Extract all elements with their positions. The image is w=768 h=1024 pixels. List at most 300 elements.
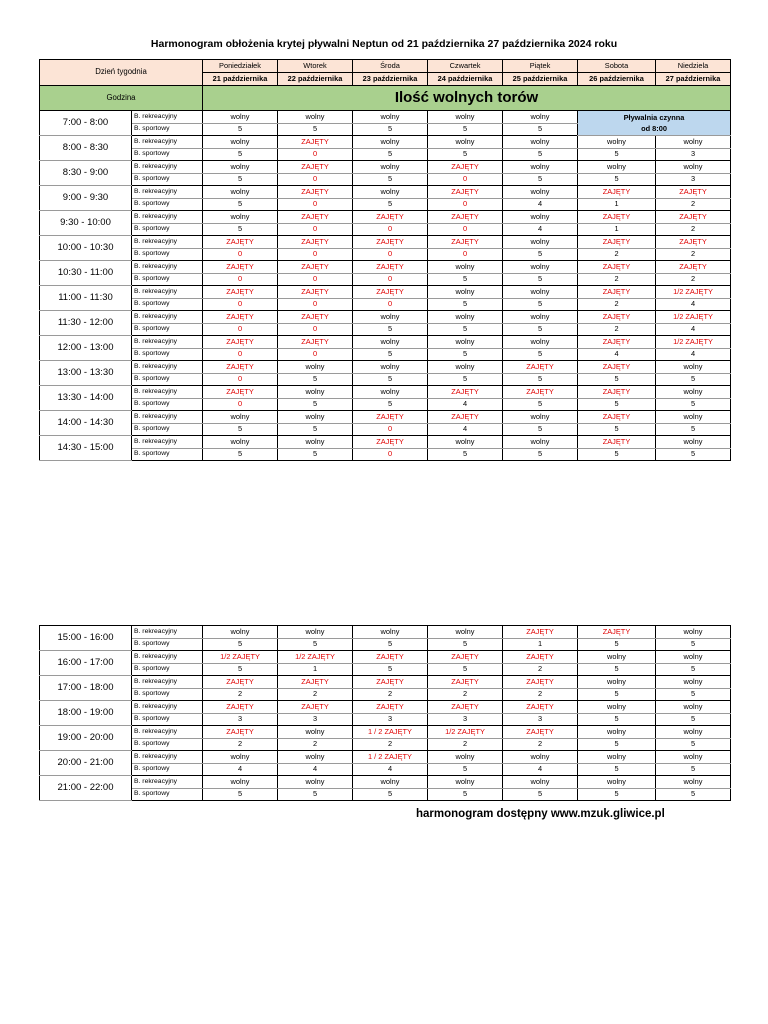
lane-status-cell: wolny — [428, 261, 503, 274]
pool-type-recreational: B. rekreacyjny — [132, 361, 203, 374]
table-row — [40, 436, 731, 449]
lane-status-cell: wolny — [278, 626, 353, 639]
lane-count-cell: 5 — [578, 663, 656, 676]
lane-status-cell: wolny — [503, 436, 578, 449]
lane-status-cell: wolny — [428, 776, 503, 789]
pool-type-recreational: B. rekreacyjny — [132, 186, 203, 199]
lane-status-cell: ZAJĘTY — [578, 361, 656, 374]
lane-count-cell: 0 — [353, 423, 428, 436]
lane-status-cell: ZAJĘTY — [203, 286, 278, 299]
lane-count-cell: 1 — [278, 663, 353, 676]
pool-type-sport: B. sportowy — [132, 448, 203, 461]
lane-count-cell: 5 — [578, 148, 656, 161]
table-row — [40, 323, 731, 336]
lane-count-cell: 0 — [278, 348, 353, 361]
table-row — [40, 726, 731, 739]
lane-count-cell: 3 — [353, 713, 428, 726]
table-row — [40, 161, 731, 174]
lane-status-cell: wolny — [503, 161, 578, 174]
table-row — [40, 286, 731, 299]
lane-count-cell: 0 — [428, 173, 503, 186]
lane-status-cell: ZAJĘTY — [428, 211, 503, 224]
time-slot: 16:00 - 17:00 — [40, 651, 132, 676]
lane-count-cell: 0 — [428, 248, 503, 261]
lane-count-cell: 4 — [656, 348, 731, 361]
lane-status-cell: wolny — [578, 726, 656, 739]
lane-count-cell: 5 — [353, 173, 428, 186]
lane-count-cell: 5 — [656, 663, 731, 676]
lane-count-cell: 0 — [278, 323, 353, 336]
lane-count-cell: 5 — [428, 148, 503, 161]
time-slot: 10:00 - 10:30 — [40, 236, 132, 261]
lane-count-cell: 1 — [578, 223, 656, 236]
lane-count-cell: 2 — [203, 688, 278, 701]
lane-status-cell: wolny — [503, 776, 578, 789]
pool-type-recreational: B. rekreacyjny — [132, 386, 203, 399]
lane-count-cell: 5 — [656, 763, 731, 776]
lane-status-cell: wolny — [203, 751, 278, 764]
time-slot: 11:30 - 12:00 — [40, 311, 132, 336]
lane-count-cell: 5 — [353, 148, 428, 161]
lane-count-cell: 0 — [278, 173, 353, 186]
lane-status-cell: wolny — [503, 211, 578, 224]
lane-count-cell: 5 — [656, 738, 731, 751]
lane-count-cell: 5 — [353, 398, 428, 411]
lane-status-cell: ZAJĘTY — [428, 676, 503, 689]
lane-status-cell: ZAJĘTY — [203, 236, 278, 249]
date-header: 22 października — [278, 73, 353, 86]
lane-count-cell: 2 — [578, 323, 656, 336]
lane-count-cell: 5 — [503, 423, 578, 436]
lane-status-cell: ZAJĘTY — [503, 386, 578, 399]
lane-status-cell: ZAJĘTY — [656, 186, 731, 199]
lane-count-cell: 0 — [203, 398, 278, 411]
lane-count-cell: 5 — [353, 663, 428, 676]
lane-status-cell: ZAJĘTY — [278, 236, 353, 249]
date-header: 24 października — [428, 73, 503, 86]
lane-count-cell: 5 — [278, 373, 353, 386]
day-header: Sobota — [578, 60, 656, 73]
table-row — [40, 311, 731, 324]
lane-count-cell: 5 — [656, 423, 731, 436]
lane-count-cell: 5 — [278, 398, 353, 411]
lane-count-cell: 5 — [428, 788, 503, 801]
table-row — [40, 448, 731, 461]
lane-count-cell: 0 — [203, 298, 278, 311]
pool-type-recreational: B. rekreacyjny — [132, 776, 203, 789]
lane-status-cell: ZAJĘTY — [503, 651, 578, 664]
time-slot: 17:00 - 18:00 — [40, 676, 132, 701]
lane-count-cell: 5 — [578, 448, 656, 461]
lane-count-cell: 5 — [503, 398, 578, 411]
lane-count-cell: 5 — [503, 323, 578, 336]
lane-status-cell: ZAJĘTY — [278, 336, 353, 349]
lane-count-cell: 4 — [428, 398, 503, 411]
day-header: Poniedziałek — [203, 60, 278, 73]
lane-status-cell: wolny — [656, 436, 731, 449]
table-row — [40, 236, 731, 249]
lane-status-cell: ZAJĘTY — [428, 186, 503, 199]
time-slot: 20:00 - 21:00 — [40, 751, 132, 776]
pool-type-sport: B. sportowy — [132, 273, 203, 286]
date-header: 26 października — [578, 73, 656, 86]
lane-status-cell: wolny — [656, 751, 731, 764]
pool-type-sport: B. sportowy — [132, 198, 203, 211]
lane-status-cell: ZAJĘTY — [578, 411, 656, 424]
lane-status-cell: wolny — [203, 111, 278, 124]
table-row — [40, 148, 731, 161]
lane-count-cell: 2 — [428, 738, 503, 751]
lane-status-cell: wolny — [578, 651, 656, 664]
lane-status-cell: wolny — [203, 161, 278, 174]
lane-status-cell: wolny — [203, 136, 278, 149]
lane-status-cell: ZAJĘTY — [428, 411, 503, 424]
pool-type-sport: B. sportowy — [132, 298, 203, 311]
pool-type-sport: B. sportowy — [132, 763, 203, 776]
lane-status-cell: ZAJĘTY — [503, 676, 578, 689]
lane-status-cell: wolny — [353, 626, 428, 639]
lane-status-cell: ZAJĘTY — [503, 361, 578, 374]
table-row — [40, 423, 731, 436]
lane-status-cell: 1/2 ZAJĘTY — [428, 726, 503, 739]
pool-type-recreational: B. rekreacyjny — [132, 161, 203, 174]
lane-status-cell: ZAJĘTY — [278, 186, 353, 199]
pool-type-sport: B. sportowy — [132, 738, 203, 751]
lane-count-cell: 0 — [278, 198, 353, 211]
table-row — [40, 198, 731, 211]
table-row — [40, 776, 731, 789]
table-row — [40, 348, 731, 361]
lane-count-cell: 5 — [203, 423, 278, 436]
lane-count-cell: 5 — [656, 788, 731, 801]
lane-status-cell: wolny — [578, 751, 656, 764]
pool-type-sport: B. sportowy — [132, 123, 203, 136]
lane-status-cell: wolny — [203, 626, 278, 639]
pool-type-sport: B. sportowy — [132, 373, 203, 386]
lane-count-cell: 5 — [503, 373, 578, 386]
lane-status-cell: wolny — [428, 111, 503, 124]
lane-status-cell: wolny — [353, 161, 428, 174]
lane-count-cell: 5 — [203, 223, 278, 236]
lane-status-cell: wolny — [203, 411, 278, 424]
time-slot: 14:00 - 14:30 — [40, 411, 132, 436]
time-slot: 13:00 - 13:30 — [40, 361, 132, 386]
table-row — [40, 211, 731, 224]
pool-type-recreational: B. rekreacyjny — [132, 726, 203, 739]
lane-status-cell: 1/2 ZAJĘTY — [656, 336, 731, 349]
table-row — [40, 111, 731, 124]
table-row — [40, 626, 731, 639]
lane-count-cell: 5 — [578, 688, 656, 701]
lane-count-cell: 2 — [353, 738, 428, 751]
lane-status-cell: ZAJĘTY — [656, 236, 731, 249]
lane-count-cell: 3 — [278, 713, 353, 726]
lane-count-cell: 5 — [428, 638, 503, 651]
lane-count-cell: 5 — [278, 638, 353, 651]
lane-status-cell: wolny — [503, 136, 578, 149]
lane-count-cell: 4 — [578, 348, 656, 361]
day-header: Wtorek — [278, 60, 353, 73]
hour-header: Godzina — [40, 86, 203, 111]
lane-count-cell: 0 — [353, 248, 428, 261]
lane-count-cell: 5 — [428, 373, 503, 386]
lane-count-cell: 0 — [353, 298, 428, 311]
lane-status-cell: wolny — [503, 751, 578, 764]
table-row — [40, 298, 731, 311]
lane-status-cell: ZAJĘTY — [428, 386, 503, 399]
lane-status-cell: wolny — [428, 136, 503, 149]
lane-status-cell: wolny — [503, 411, 578, 424]
lane-count-cell: 2 — [428, 688, 503, 701]
lane-count-cell: 4 — [203, 763, 278, 776]
lane-count-cell: 2 — [278, 738, 353, 751]
pool-type-sport: B. sportowy — [132, 713, 203, 726]
lane-status-cell: ZAJĘTY — [278, 161, 353, 174]
lane-status-cell: wolny — [428, 626, 503, 639]
lane-status-cell: ZAJĘTY — [656, 261, 731, 274]
lane-status-cell: ZAJĘTY — [353, 261, 428, 274]
table-row — [40, 223, 731, 236]
lane-count-cell: 0 — [278, 298, 353, 311]
lane-status-cell: wolny — [353, 336, 428, 349]
lane-count-cell: 4 — [278, 763, 353, 776]
lane-status-cell: ZAJĘTY — [578, 336, 656, 349]
lane-status-cell: ZAJĘTY — [503, 701, 578, 714]
lane-count-cell: 5 — [203, 448, 278, 461]
lane-status-cell: ZAJĘTY — [353, 676, 428, 689]
pool-type-recreational: B. rekreacyjny — [132, 411, 203, 424]
lane-status-cell: wolny — [503, 336, 578, 349]
day-header: Czwartek — [428, 60, 503, 73]
lane-status-cell: wolny — [578, 776, 656, 789]
table-row — [40, 386, 731, 399]
lane-status-cell: wolny — [428, 751, 503, 764]
pool-type-sport: B. sportowy — [132, 423, 203, 436]
lane-count-cell: 2 — [503, 688, 578, 701]
lane-status-cell: wolny — [353, 776, 428, 789]
lane-count-cell: 5 — [278, 123, 353, 136]
lane-status-cell: ZAJĘTY — [578, 436, 656, 449]
lane-status-cell: ZAJĘTY — [578, 186, 656, 199]
lane-status-cell: wolny — [428, 311, 503, 324]
lane-count-cell: 5 — [428, 663, 503, 676]
lane-status-cell: ZAJĘTY — [503, 726, 578, 739]
pool-type-sport: B. sportowy — [132, 688, 203, 701]
time-slot: 19:00 - 20:00 — [40, 726, 132, 751]
lane-status-cell: wolny — [203, 186, 278, 199]
pool-type-recreational: B. rekreacyjny — [132, 751, 203, 764]
lane-count-cell: 2 — [353, 688, 428, 701]
lane-status-cell: wolny — [578, 161, 656, 174]
lane-count-cell: 5 — [503, 248, 578, 261]
lane-status-cell: ZAJĘTY — [578, 261, 656, 274]
table-row — [40, 751, 731, 764]
lane-count-cell: 5 — [428, 348, 503, 361]
lane-status-cell: ZAJĘTY — [278, 136, 353, 149]
lane-count-cell: 5 — [203, 638, 278, 651]
lane-count-cell: 0 — [278, 273, 353, 286]
lane-status-cell: wolny — [578, 136, 656, 149]
lane-status-cell: wolny — [428, 436, 503, 449]
lane-count-cell: 5 — [578, 423, 656, 436]
lane-status-cell: ZAJĘTY — [203, 361, 278, 374]
lane-count-cell: 5 — [278, 788, 353, 801]
lane-count-cell: 4 — [503, 198, 578, 211]
lane-count-cell: 0 — [428, 223, 503, 236]
lane-count-cell: 5 — [203, 788, 278, 801]
closed-note-line: od 8:00 — [641, 124, 667, 133]
lane-count-cell: 5 — [656, 448, 731, 461]
lane-count-cell: 4 — [656, 298, 731, 311]
lane-status-cell: wolny — [278, 111, 353, 124]
lane-count-cell: 5 — [428, 123, 503, 136]
lane-status-cell: ZAJĘTY — [278, 261, 353, 274]
lane-count-cell: 3 — [656, 148, 731, 161]
pool-type-recreational: B. rekreacyjny — [132, 236, 203, 249]
lane-status-cell: wolny — [656, 651, 731, 664]
lane-count-cell: 5 — [353, 123, 428, 136]
lane-count-cell: 5 — [278, 423, 353, 436]
pool-type-recreational: B. rekreacyjny — [132, 436, 203, 449]
time-slot: 15:00 - 16:00 — [40, 626, 132, 651]
pool-type-sport: B. sportowy — [132, 323, 203, 336]
lane-status-cell: 1 / 2 ZAJĘTY — [353, 751, 428, 764]
lane-status-cell: ZAJĘTY — [353, 701, 428, 714]
lane-count-cell: 5 — [428, 273, 503, 286]
lane-count-cell: 5 — [656, 713, 731, 726]
free-lanes-banner: Ilość wolnych torów — [203, 86, 731, 111]
lane-status-cell: ZAJĘTY — [428, 236, 503, 249]
lane-count-cell: 5 — [428, 763, 503, 776]
lane-count-cell: 0 — [203, 323, 278, 336]
table-row — [40, 688, 731, 701]
lane-count-cell: 5 — [503, 148, 578, 161]
time-slot: 8:30 - 9:00 — [40, 161, 132, 186]
lane-status-cell: wolny — [278, 776, 353, 789]
lane-status-cell: ZAJĘTY — [203, 261, 278, 274]
time-slot: 12:00 - 13:00 — [40, 336, 132, 361]
footer-note: harmonogram dostępny www.mzuk.gliwice.pl — [416, 808, 665, 820]
lane-status-cell: wolny — [353, 386, 428, 399]
time-slot: 11:00 - 11:30 — [40, 286, 132, 311]
lane-status-cell: wolny — [503, 186, 578, 199]
lane-status-cell: wolny — [503, 236, 578, 249]
table-row — [40, 763, 731, 776]
lane-count-cell: 5 — [578, 713, 656, 726]
lane-status-cell: wolny — [503, 111, 578, 124]
pool-closed-note — [578, 111, 731, 136]
lane-count-cell: 3 — [428, 713, 503, 726]
lane-count-cell: 0 — [278, 223, 353, 236]
lane-status-cell: wolny — [503, 286, 578, 299]
lane-status-cell: wolny — [428, 286, 503, 299]
lane-count-cell: 5 — [503, 173, 578, 186]
lane-status-cell: ZAJĘTY — [278, 311, 353, 324]
lane-status-cell: wolny — [353, 111, 428, 124]
lane-status-cell: wolny — [353, 136, 428, 149]
pool-type-sport: B. sportowy — [132, 223, 203, 236]
schedule-table-evening — [39, 625, 731, 801]
lane-status-cell: wolny — [656, 136, 731, 149]
lane-count-cell: 0 — [353, 273, 428, 286]
pool-type-recreational: B. rekreacyjny — [132, 261, 203, 274]
schedule-table-main — [39, 59, 731, 461]
lane-status-cell: ZAJĘTY — [353, 436, 428, 449]
lane-status-cell: wolny — [656, 161, 731, 174]
time-slot: 9:00 - 9:30 — [40, 186, 132, 211]
lane-count-cell: 2 — [656, 273, 731, 286]
lane-status-cell: ZAJĘTY — [578, 311, 656, 324]
table-row — [40, 248, 731, 261]
table-row — [40, 638, 731, 651]
table-row — [40, 651, 731, 664]
lane-status-cell: 1/2 ZAJĘTY — [656, 286, 731, 299]
pool-type-recreational: B. rekreacyjny — [132, 651, 203, 664]
lane-count-cell: 5 — [503, 123, 578, 136]
lane-count-cell: 5 — [503, 348, 578, 361]
lane-status-cell: wolny — [278, 411, 353, 424]
lane-count-cell: 0 — [278, 148, 353, 161]
table-row — [40, 398, 731, 411]
lane-status-cell: 1 / 2 ZAJĘTY — [353, 726, 428, 739]
lane-status-cell: wolny — [428, 336, 503, 349]
lane-status-cell: wolny — [656, 626, 731, 639]
time-slot: 8:00 - 8:30 — [40, 136, 132, 161]
pool-type-recreational: B. rekreacyjny — [132, 701, 203, 714]
lane-status-cell: ZAJĘTY — [578, 626, 656, 639]
lane-status-cell: ZAJĘTY — [578, 236, 656, 249]
lane-count-cell: 2 — [656, 198, 731, 211]
table-row — [40, 713, 731, 726]
lane-count-cell: 0 — [353, 448, 428, 461]
table-row — [40, 411, 731, 424]
document-title: Harmonogram obłożenia krytej pływalni Neptun od 21 października 27 października 2024 roku — [150, 38, 618, 50]
lane-count-cell: 0 — [203, 273, 278, 286]
lane-count-cell: 5 — [203, 198, 278, 211]
lane-count-cell: 1 — [578, 198, 656, 211]
lane-count-cell: 3 — [656, 173, 731, 186]
lane-status-cell: ZAJĘTY — [203, 386, 278, 399]
lane-status-cell: wolny — [203, 776, 278, 789]
lane-status-cell: wolny — [656, 726, 731, 739]
pool-type-recreational: B. rekreacyjny — [132, 336, 203, 349]
lane-count-cell: 1 — [503, 638, 578, 651]
lane-count-cell: 3 — [503, 713, 578, 726]
lane-count-cell: 5 — [503, 788, 578, 801]
lane-count-cell: 2 — [503, 663, 578, 676]
lane-count-cell: 2 — [203, 738, 278, 751]
day-header: Piątek — [503, 60, 578, 73]
lane-status-cell: wolny — [278, 361, 353, 374]
day-header: Środa — [353, 60, 428, 73]
pool-type-sport: B. sportowy — [132, 398, 203, 411]
lane-count-cell: 5 — [203, 173, 278, 186]
lane-count-cell: 4 — [503, 223, 578, 236]
pool-type-sport: B. sportowy — [132, 788, 203, 801]
lane-count-cell: 0 — [203, 348, 278, 361]
pool-type-recreational: B. rekreacyjny — [132, 311, 203, 324]
time-slot: 9:30 - 10:00 — [40, 211, 132, 236]
time-slot: 21:00 - 22:00 — [40, 776, 132, 801]
table-row — [40, 186, 731, 199]
lane-count-cell: 5 — [578, 638, 656, 651]
lane-status-cell: wolny — [656, 776, 731, 789]
pool-type-recreational: B. rekreacyjny — [132, 136, 203, 149]
lane-count-cell: 2 — [278, 688, 353, 701]
table-row — [40, 361, 731, 374]
pool-type-sport: B. sportowy — [132, 663, 203, 676]
lane-status-cell: wolny — [278, 386, 353, 399]
